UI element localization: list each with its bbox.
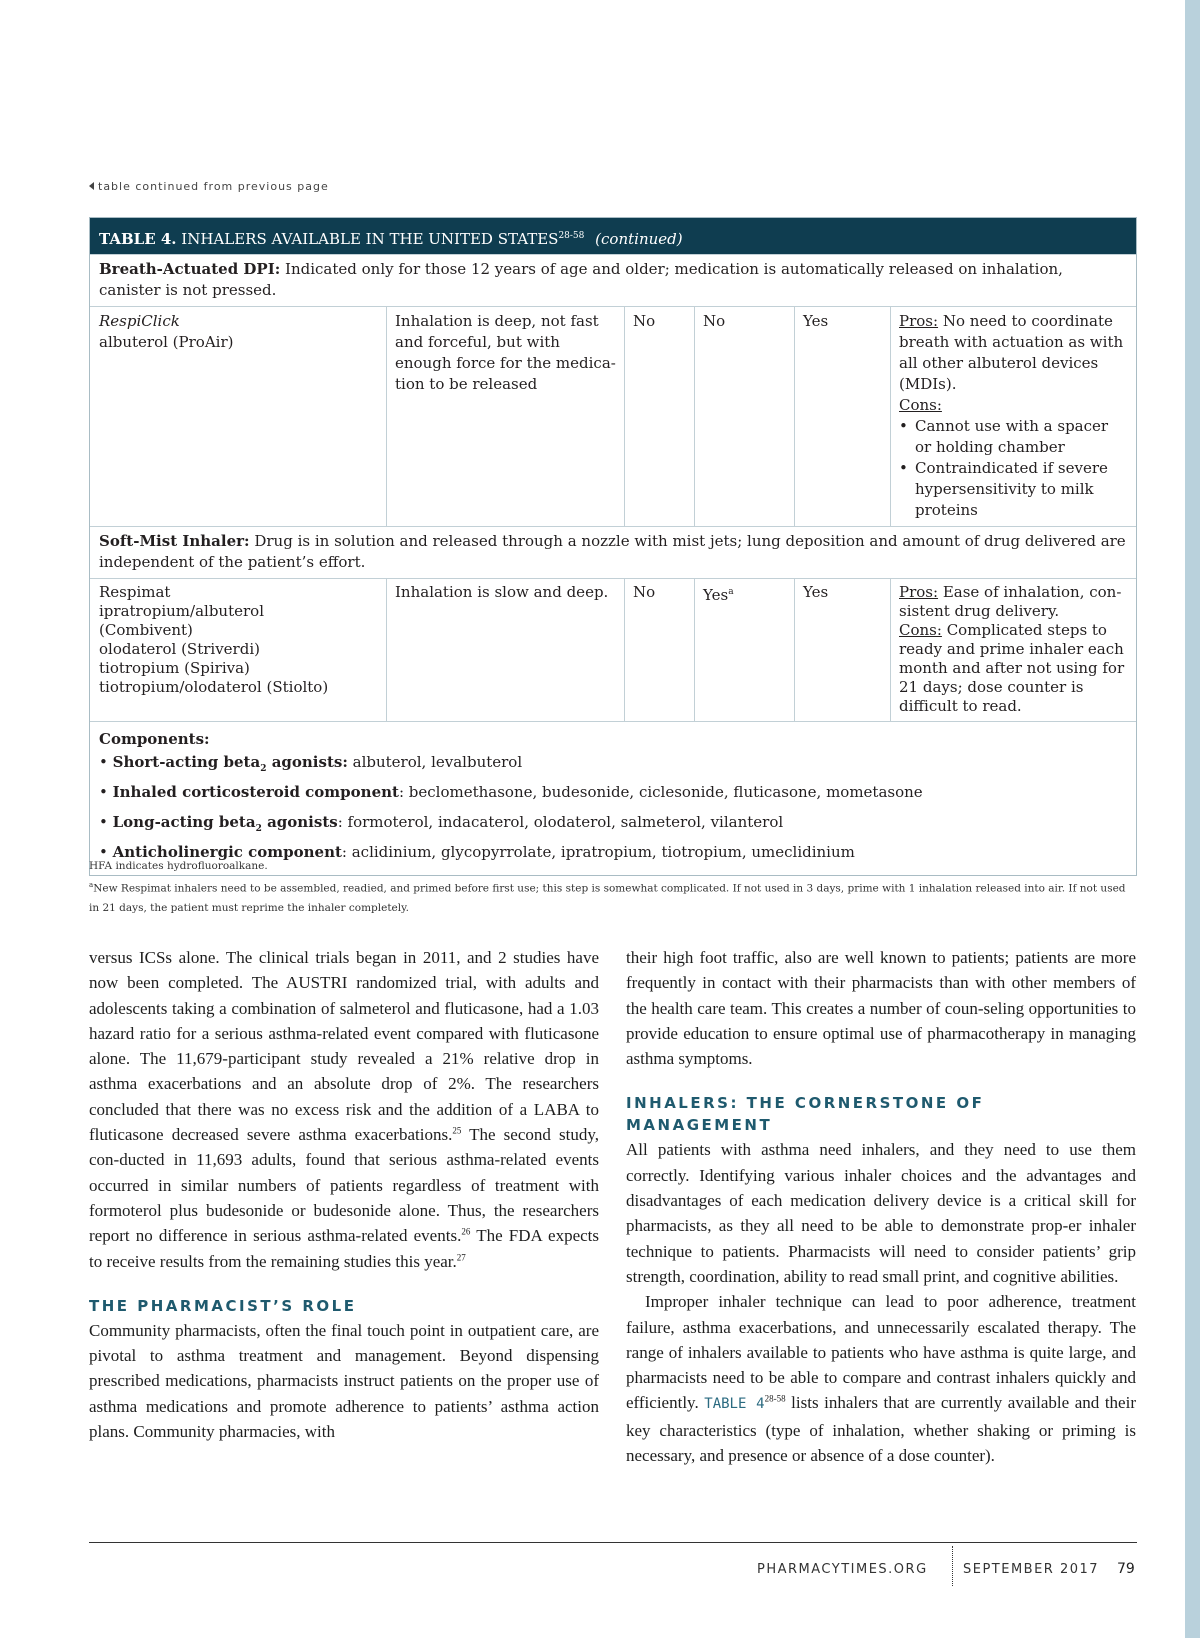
- inhalation-cell: Inhalation is slow and deep.: [386, 579, 624, 721]
- continued-note: [89, 180, 329, 193]
- table-row: [90, 306, 1136, 526]
- pros-label: Pros:: [899, 583, 939, 601]
- prime-cell: Yes$^a$: [694, 579, 794, 721]
- components-section: [90, 721, 1136, 875]
- list-item: • Inhaled corticosteroid component: beclomethasone, budesonide, ciclesonide, fluticasone, mometasone: [99, 783, 923, 801]
- footnote-hfa: HFA indicates hydrofluoroalkane.: [89, 860, 268, 872]
- paragraph: their high foot traffic, also are well known to patients; patients are more frequently in contact with their pharmacists than with other members of the health care team. This creates a number of coun-seling opportunities to provide education to ensure optimal use of pharmacotherapy in managing asthma symptoms.: [626, 948, 1136, 1069]
- components-title: Components:: [99, 730, 210, 748]
- bullet-icon: •: [899, 459, 908, 477]
- device-name: Respimat: [99, 583, 171, 601]
- cons-label: Cons:: [899, 621, 942, 639]
- pros-text: Ease of inhalation, con-sistent drug delivery.: [899, 583, 1122, 620]
- pros-cons-cell: [890, 579, 1136, 721]
- paragraph: All patients with asthma need inhalers, and they need to use them correctly. Identifying various inhaler choices and the advantages and disadvantages of each medication delivery device is a critical skill for pharmacists, as they all need to be able to demonstrate prop-er inhaler technique to patients. Pharmacists will need to consider patients’ grip strength, coordination, ability to read small print, and cognitive abilities.: [626, 1140, 1136, 1286]
- page-edge-strip: [1185, 0, 1200, 1638]
- citation: 27: [456, 1251, 466, 1262]
- citation: 26: [461, 1226, 471, 1237]
- shake-cell: No: [624, 307, 694, 526]
- drug-name: olodaterol (Striverdi): [99, 640, 260, 658]
- table-title-text: INHALERS AVAILABLE IN THE UNITED STATES: [176, 230, 559, 248]
- list-item: • Short-acting beta$_2$ agonists: albuterol, levalbuterol: [99, 753, 523, 774]
- section-text: Indicated only for those 12 years of age and older; medication is automatically released on inhalation, canister is not pressed.: [99, 260, 1063, 299]
- drug-name: albuterol (ProAir): [99, 333, 234, 351]
- counter-cell: Yes: [794, 579, 890, 721]
- table-number: TABLE 4.: [99, 230, 177, 248]
- table-reference-link[interactable]: TABLE 4: [704, 1396, 765, 1413]
- footer-separator: [952, 1546, 953, 1586]
- list-item: • Contraindicated if severe hypersensitivity to milk proteins: [899, 459, 1108, 519]
- footer-divider: [89, 1542, 1137, 1543]
- table-title-ref: 28-58: [558, 231, 585, 241]
- right-column: [626, 945, 1136, 1468]
- inhalation-cell: Inhalation is deep, not fast and forceful, but with enough force for the medica-tion to be released: [386, 307, 624, 526]
- drug-name: (Combivent): [99, 621, 193, 639]
- cons-label: Cons:: [899, 396, 942, 414]
- list-item: • Cannot use with a spacer or holding chamber: [899, 417, 1109, 456]
- page-number: 79: [1117, 1561, 1135, 1577]
- continued-note-text: table continued from previous page: [98, 180, 329, 193]
- device-name: RespiClick: [99, 312, 180, 330]
- drug-name: tiotropium (Spiriva): [99, 659, 250, 677]
- prime-cell: No: [694, 307, 794, 526]
- left-column: [89, 945, 599, 1444]
- drug-name: tiotropium/olodaterol (Stiolto): [99, 678, 329, 696]
- paragraph: versus ICSs alone. The clinical trials began in 2011, and 2 studies have now been completed. The AUSTRI randomized trial, with adults and adolescents taking a combination of salmeterol and fluticasone, had a 1.03 hazard ratio for a serious asthma-related event compared with fluticasone alone. The 11,679-participant study revealed a 21% relative drop in asthma exacerbations and an absolute drop of 2%. The researchers concluded that there was no excess risk and the addition of a LABA to fluticasone decreased severe asthma exacerbations.$^{25}$ The second study, con-ducted in 11,693 adults, found that serious asthma-related events occurred in similar numbers of patients regardless of treatment with formoterol plus budesonide or budesonide alone. Thus, the researchers report no difference in serious asthma-related events.$^{26}$ The FDA expects to receive results from the remaining studies this year.$^{27}$: [89, 948, 600, 1271]
- footer-site: PHARMACYTIMES.ORG: [757, 1562, 928, 1577]
- citation: 28-58: [764, 1393, 786, 1404]
- list-item: • Long-acting beta$_2$ agonists: formoterol, indacaterol, olodaterol, salmeterol, vilanterol: [99, 813, 784, 834]
- footnote-marker: a: [728, 587, 734, 597]
- paragraph: Improper inhaler technique can lead to poor adherence, treatment failure, asthma exacerbations, and unnecessarily escalated therapy. The range of inhalers available to patients who have asthma is quite large, and pharmacists need to be able to compare and contrast inhalers quickly and efficiently. TABLE 4$^{28-58}$ lists inhalers that are currently available and their key characteristics (type of inhalation, whether shaking or priming is necessary, and presence or absence of a dose counter).: [626, 1292, 1136, 1466]
- table-continued-label: (continued): [595, 230, 683, 248]
- section-label: Breath-Actuated DPI:: [99, 260, 281, 278]
- pros-text: No need to coordinate breath with actuation as with all other albuterol devices (MDIs).: [899, 312, 1124, 393]
- cons-text: Complicated steps to ready and prime inhaler each month and after not using for 21 days; dose counter is difficult to read.: [899, 621, 1125, 715]
- device-cell: [90, 579, 386, 721]
- section-soft-mist: [90, 526, 1136, 578]
- section-heading: INHALERS: THE CORNERSTONE OF MANAGEMENT: [626, 1094, 985, 1135]
- footnote-a: $^a$New Respimat inhalers need to be assembled, readied, and primed before first use; this step is somewhat complicated. If not used in 3 days, prime with 1 inhalation released into air. If not used in 21 days, the patient must reprime the inhaler completely.: [89, 881, 1126, 914]
- paragraph: Community pharmacists, often the final touch point in outpatient care, are pivotal to asthma treatment and management. Beyond dispensing prescribed medications, pharmacists instruct patients on the proper use of asthma medications and promote adherence to patients’ asthma action plans. Community pharmacies, with: [89, 1320, 599, 1442]
- list-item: • Anticholinergic component: aclidinium, glycopyrrolate, ipratropium, tiotropium, umeclidinium: [99, 843, 855, 861]
- table-title: [90, 218, 1136, 254]
- device-cell: [90, 307, 386, 526]
- drug-name: ipratropium/albuterol: [99, 602, 264, 620]
- section-label: Soft-Mist Inhaler:: [99, 532, 250, 550]
- pros-cons-cell: [890, 307, 1136, 526]
- section-breath-actuated: [90, 254, 1136, 306]
- shake-cell: No: [624, 579, 694, 721]
- footer-date: SEPTEMBER 2017: [963, 1562, 1100, 1577]
- inhalers-table: [89, 217, 1137, 876]
- bullet-icon: •: [899, 417, 908, 435]
- pros-label: Pros:: [899, 312, 939, 330]
- triangle-left-icon: [89, 182, 94, 190]
- citation: 25: [452, 1125, 462, 1136]
- section-text: Drug is in solution and released through a nozzle with mist jets; lung deposition and amount of drug delivered are independent of the patient’s effort.: [99, 532, 1126, 571]
- section-heading: THE PHARMACIST’S ROLE: [89, 1296, 357, 1315]
- counter-cell: Yes: [794, 307, 890, 526]
- table-row: [90, 578, 1136, 721]
